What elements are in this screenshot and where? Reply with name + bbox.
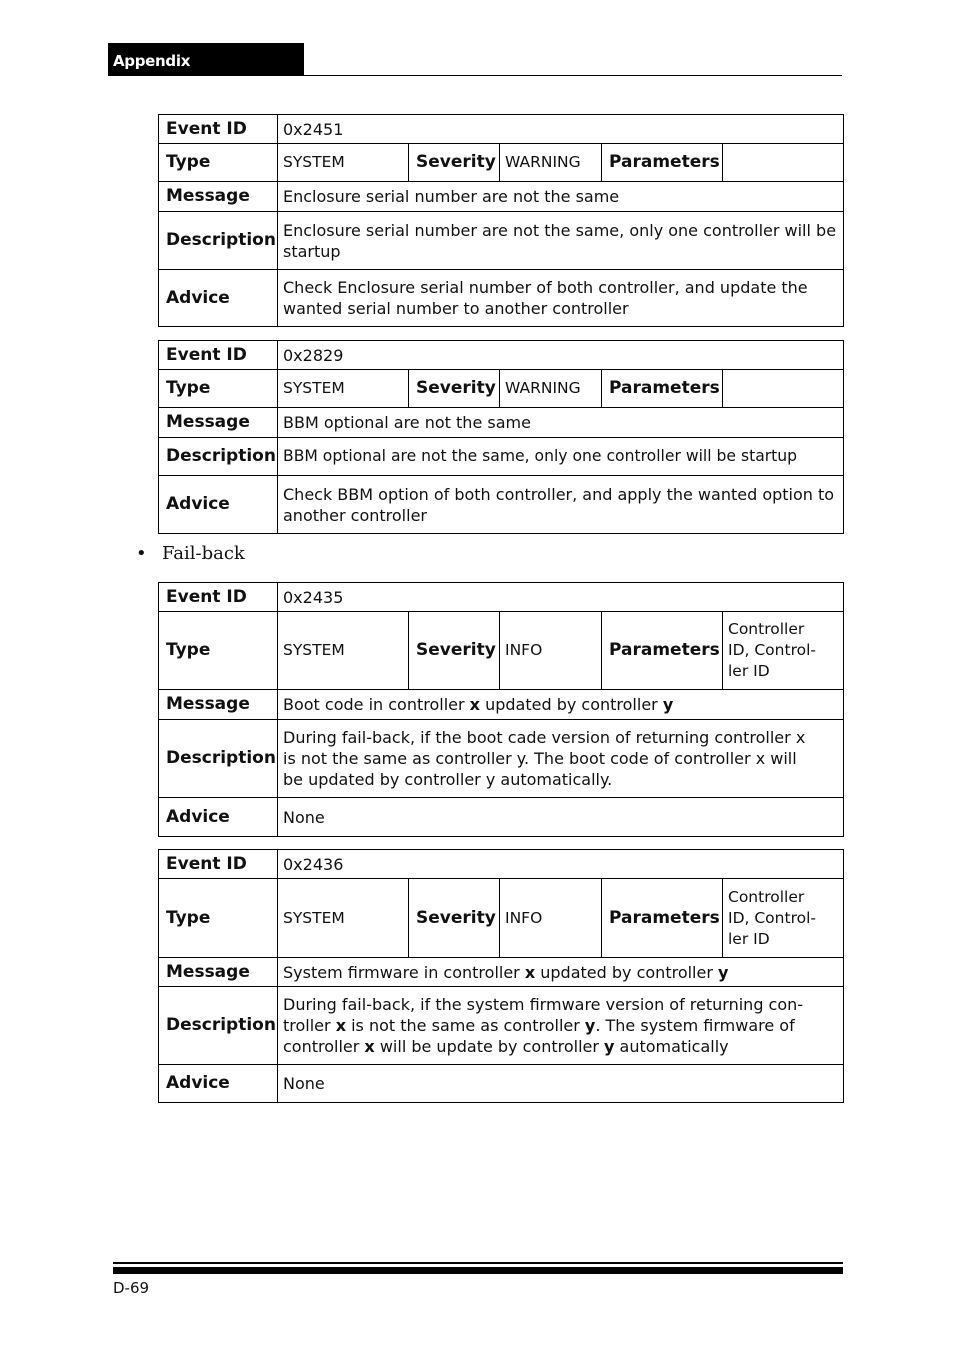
event-id-row — [159, 115, 844, 144]
advice-label: Advice — [159, 476, 278, 534]
description-text: automatically — [614, 1037, 729, 1056]
type-label: Type — [159, 144, 278, 182]
type-row — [159, 144, 844, 182]
message-var-x: x — [469, 695, 480, 714]
message-var-y: y — [718, 962, 729, 982]
message-var-y: y — [662, 695, 674, 714]
section-title: Appendix — [113, 52, 191, 70]
type-row — [159, 370, 844, 408]
description-label: Description — [159, 438, 278, 476]
bullet-text: Fail-back — [162, 543, 245, 564]
parameters-value — [723, 612, 844, 690]
advice-row — [159, 270, 844, 327]
message-row — [159, 408, 844, 438]
parameters-line: ID, Control- — [728, 641, 816, 659]
event-id-row — [159, 341, 844, 370]
description-line: During fail-back, if the system firmware version of returning con- — [283, 995, 804, 1014]
description-var-y: y — [584, 1016, 596, 1035]
description-row — [159, 987, 844, 1065]
event-table-0x2435 — [158, 582, 844, 837]
parameters-line: ler ID — [728, 662, 770, 680]
message-label: Message — [159, 182, 278, 212]
parameters-value — [723, 370, 844, 408]
type-row — [159, 612, 844, 690]
advice-label: Advice — [159, 1065, 278, 1103]
description-label: Description — [159, 720, 278, 798]
severity-label: Severity — [409, 144, 500, 182]
advice-row — [159, 476, 844, 534]
event-id-label: Event ID — [159, 850, 278, 879]
advice-row — [159, 1065, 844, 1103]
message-label: Message — [159, 958, 278, 987]
description-value — [278, 720, 844, 798]
description-var-x: x — [364, 1037, 375, 1056]
advice-row — [159, 798, 844, 837]
event-id-value: 0x2451 — [278, 115, 844, 144]
event-table-0x2829 — [158, 340, 844, 534]
event-id-value: 0x2829 — [278, 341, 844, 370]
message-value — [278, 958, 844, 987]
advice-value: Check BBM option of both controller, and apply the wanted option to another controller — [278, 476, 844, 534]
severity-value: INFO — [500, 879, 602, 958]
bullet-symbol: • — [136, 543, 147, 564]
event-id-row — [159, 850, 844, 879]
description-label: Description — [159, 212, 278, 270]
event-id-label: Event ID — [159, 583, 278, 612]
fail-back-bullet — [136, 543, 245, 564]
event-id-value: 0x2435 — [278, 583, 844, 612]
severity-value: WARNING — [500, 144, 602, 182]
description-line: be updated by controller y automatically. — [283, 770, 613, 789]
message-var-x: x — [524, 962, 536, 982]
advice-value: None — [278, 1065, 844, 1103]
parameters-line: Controller — [728, 887, 805, 906]
description-text: controller — [283, 1037, 365, 1056]
type-label: Type — [159, 879, 278, 958]
section-header-tab — [108, 43, 304, 76]
description-label: Description — [159, 987, 278, 1065]
parameters-label: Parameters — [602, 144, 723, 182]
advice-value: None — [278, 798, 844, 837]
event-table-0x2436 — [158, 849, 844, 1103]
description-line: During fail-back, if the boot cade version of returning controller x — [283, 728, 806, 747]
description-text: . The system firmware of — [595, 1016, 795, 1035]
parameters-line: ler ID — [728, 929, 770, 948]
description-row — [159, 720, 844, 798]
description-value — [278, 987, 844, 1065]
message-text: System firmware in controller — [283, 962, 525, 982]
event-id-label: Event ID — [159, 341, 278, 370]
description-value: BBM optional are not the same, only one controller will be startup — [278, 438, 844, 476]
description-text: will be update by controller — [374, 1037, 605, 1056]
event-id-value: 0x2436 — [278, 850, 844, 879]
message-label: Message — [159, 690, 278, 720]
message-value: Enclosure serial number are not the same — [278, 182, 844, 212]
page-number: D-69 — [113, 1279, 150, 1297]
event-id-label: Event ID — [159, 115, 278, 144]
message-text: updated by controller — [480, 695, 663, 714]
parameters-line: ID, Control- — [728, 908, 816, 927]
message-text: updated by controller — [535, 962, 718, 982]
type-value: SYSTEM — [278, 612, 409, 690]
advice-label: Advice — [159, 270, 278, 327]
footer-rule-thin — [113, 1262, 843, 1264]
message-row — [159, 690, 844, 720]
parameters-value — [723, 879, 844, 958]
message-label: Message — [159, 408, 278, 438]
type-value: SYSTEM — [278, 370, 409, 408]
type-label: Type — [159, 612, 278, 690]
advice-value: Check Enclosure serial number of both controller, and update the wanted serial number to another controller — [278, 270, 844, 327]
message-row — [159, 958, 844, 987]
description-var-x: x — [335, 1016, 347, 1035]
advice-label: Advice — [159, 798, 278, 837]
parameters-line: Controller — [728, 620, 805, 638]
description-row — [159, 438, 844, 476]
message-text: Boot code in controller — [283, 695, 470, 714]
description-line: is not the same as controller y. The boot code of controller x will — [283, 749, 797, 768]
severity-label: Severity — [409, 879, 500, 958]
message-row — [159, 182, 844, 212]
parameters-value — [723, 144, 844, 182]
severity-value: INFO — [500, 612, 602, 690]
description-text: is not the same as controller — [346, 1016, 585, 1035]
type-label: Type — [159, 370, 278, 408]
parameters-label: Parameters — [602, 879, 723, 958]
severity-label: Severity — [409, 612, 500, 690]
severity-value: WARNING — [500, 370, 602, 408]
message-value: BBM optional are not the same — [278, 408, 844, 438]
severity-label: Severity — [409, 370, 500, 408]
parameters-label: Parameters — [602, 370, 723, 408]
description-value: Enclosure serial number are not the same, only one controller will be startup — [278, 212, 844, 270]
event-id-row — [159, 583, 844, 612]
description-text: troller — [283, 1016, 336, 1035]
type-value: SYSTEM — [278, 879, 409, 958]
event-table-0x2451 — [158, 114, 844, 327]
description-var-y: y — [604, 1037, 615, 1056]
footer-rule-thick — [113, 1267, 843, 1274]
type-row — [159, 879, 844, 958]
parameters-label: Parameters — [602, 612, 723, 690]
message-value — [278, 690, 844, 720]
header-rule — [108, 75, 842, 76]
description-row — [159, 212, 844, 270]
type-value: SYSTEM — [278, 144, 409, 182]
